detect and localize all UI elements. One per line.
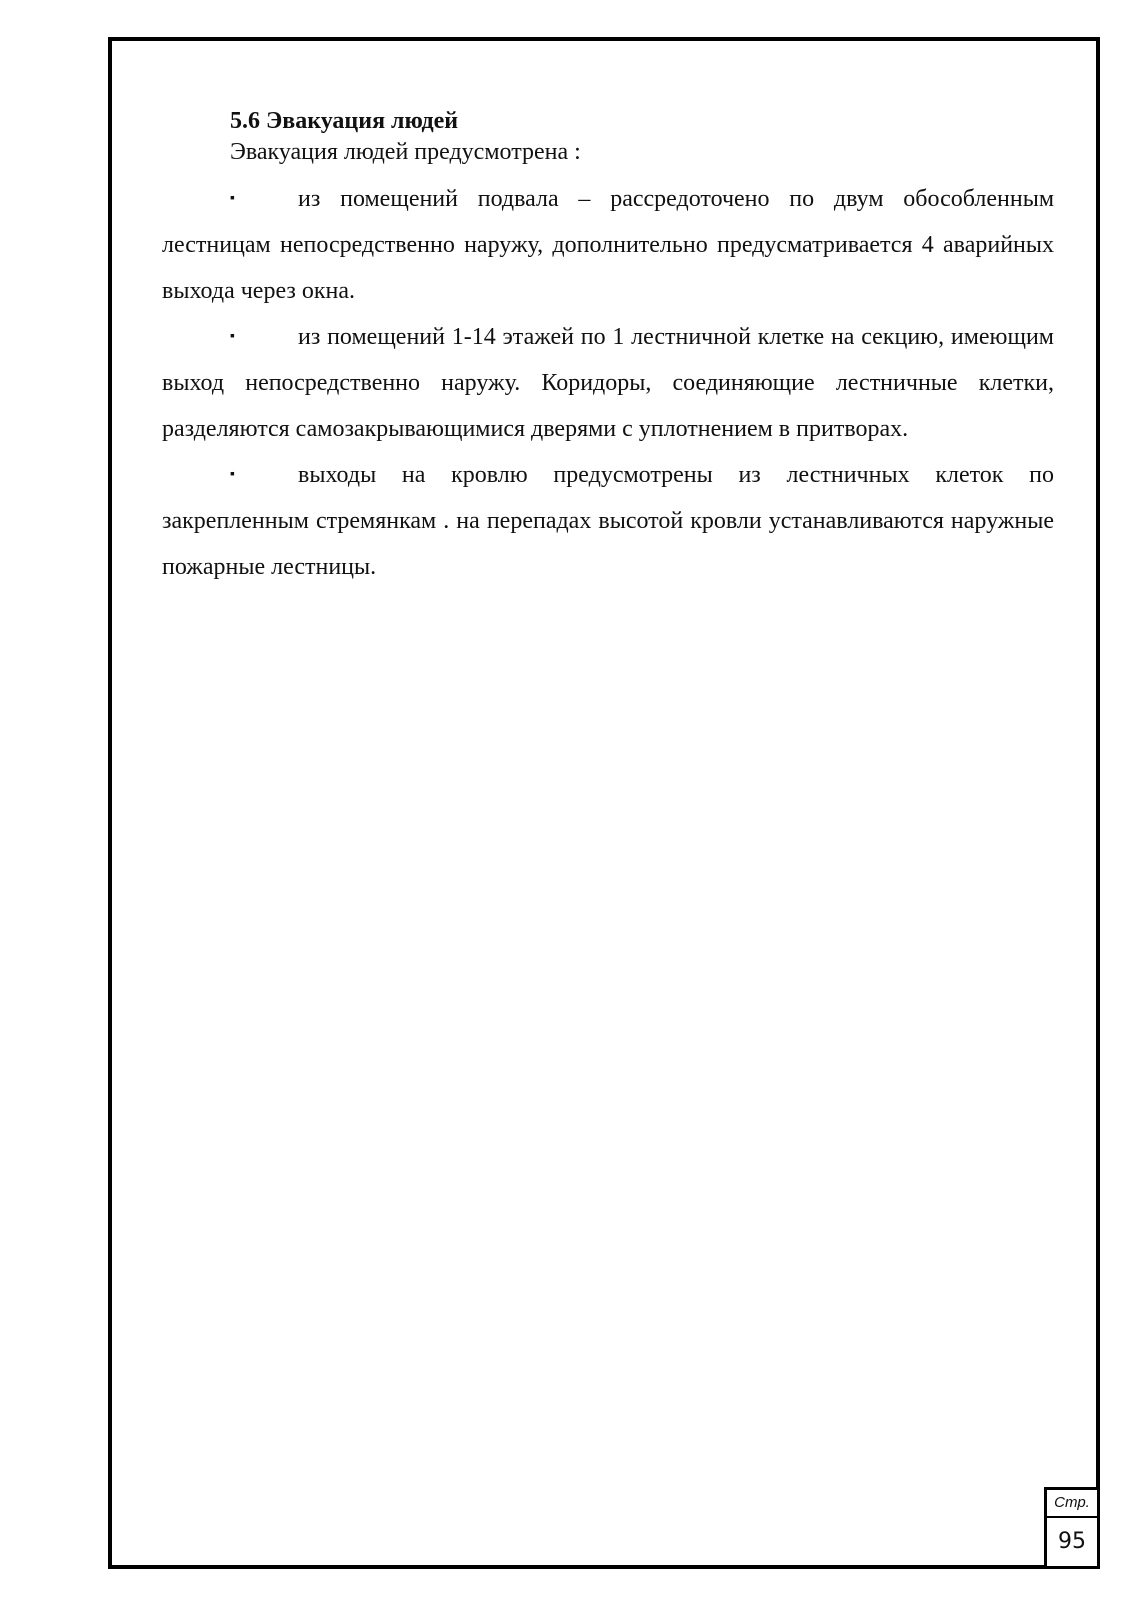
list-item: [162, 314, 1054, 452]
list-item: [162, 176, 1054, 314]
bullet-marker: ▪: [230, 467, 235, 482]
list-item-text: выходы на кровлю предусмотрены из лестничных клеток по закрепленным стремянкам . на перепадах высотой кровли устанавливаются наружные пожарные лестницы.: [162, 462, 1054, 580]
bullet-marker: ▪: [230, 191, 235, 206]
list-item-text: из помещений подвала – рассредоточено по двум обособленным лестницам непосредственно наружу, дополнительно предусматривается 4 аварийных выхода через окна.: [162, 186, 1054, 304]
page-number: 95: [1058, 1529, 1086, 1554]
page-number-stamp: [1044, 1487, 1100, 1569]
section-intro: Эвакуация людей предусмотрена :: [230, 139, 581, 165]
list-item-text: из помещений 1-14 этажей по 1 лестничной клетке на секцию, имеющим выход непосредственно наружу. Коридоры, соединяющие лестничные клетки, разделяются самозакрывающимися дверями с уплотнением в притворах.: [162, 324, 1054, 442]
bullet-marker: ▪: [230, 329, 235, 344]
list-item: [162, 452, 1054, 590]
section-heading: 5.6 Эвакуация людей: [230, 108, 459, 134]
document-body: [162, 106, 1054, 590]
page-label: Стр.: [1047, 1490, 1097, 1518]
